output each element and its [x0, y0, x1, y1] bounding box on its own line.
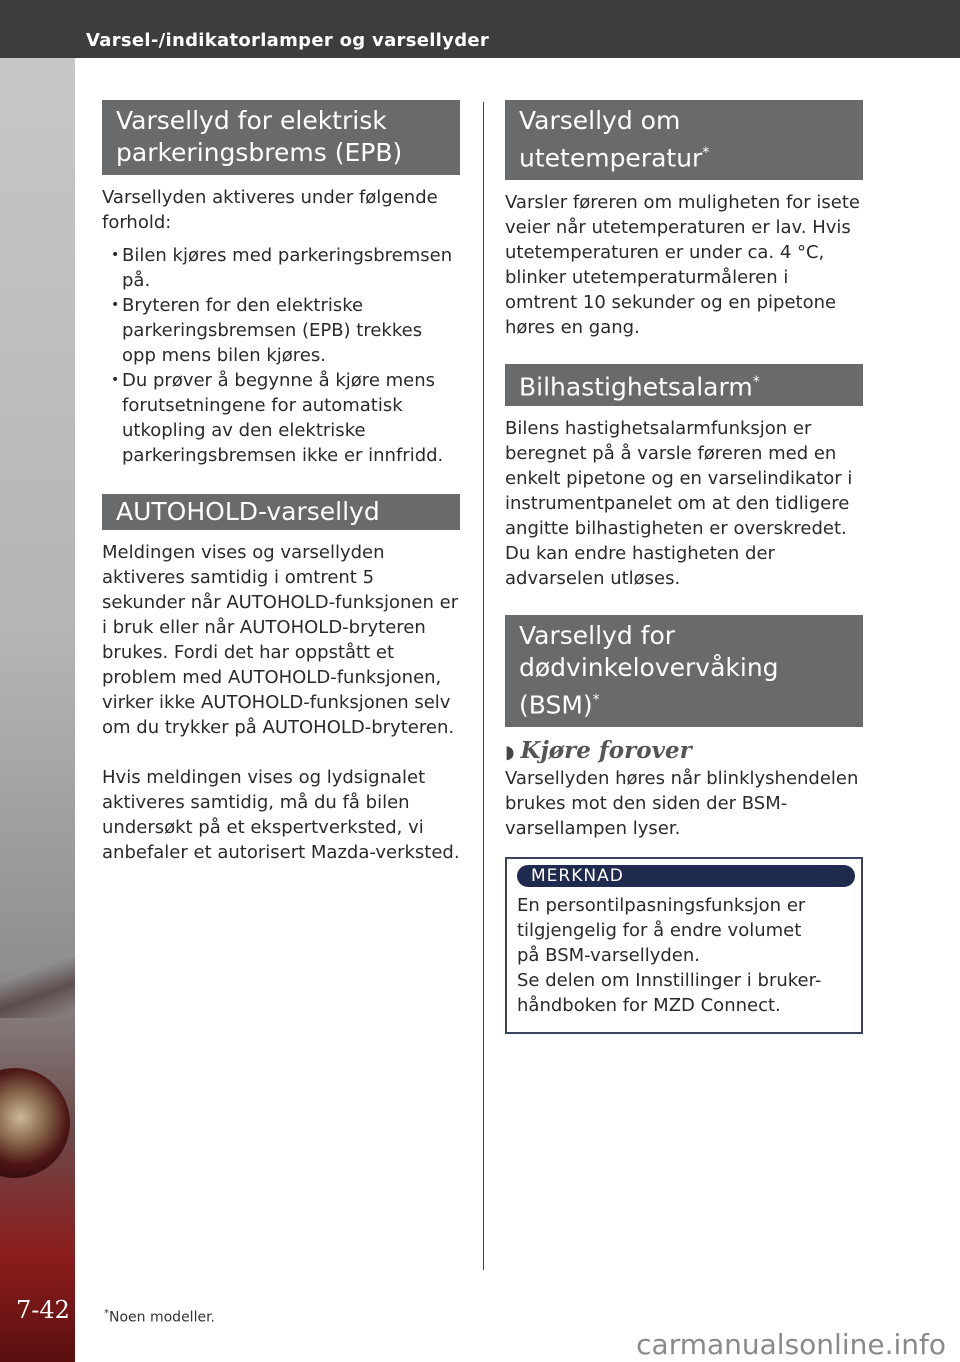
speed-heading — [505, 364, 863, 405]
chevron-right-icon: ◗ — [505, 741, 515, 763]
side-strip — [0, 58, 75, 1362]
temp-heading-text: Varsellyd om utetemperatur — [519, 106, 703, 173]
autohold-heading: AUTOHOLD-varsellyd — [102, 494, 460, 530]
speed-footnote-mark: * — [752, 374, 760, 391]
bsm-heading — [505, 615, 863, 727]
autohold-paragraph-1: Meldingen vises og varsellyden aktiveres samtidig i omtrent 5 sekunder når AUTOHOLD-funksjonen er i bruk eller når AUTOHOLD-bryteren brukes. Fordi det har oppstått et problem med AUTOHOLD-funksjonen, virker ikke AUTOHOLD-funksjonen selv om du trykker på AUTOHOLD-bryteren. — [102, 542, 459, 738]
bsm-paragraph: Varsellyden høres når blinklyshendelen brukes mot den siden der BSM-varsellampen lyser. — [505, 767, 859, 839]
speed-paragraph: Bilens hastighetsalarmfunksjon er beregnet på å varsle føreren med en enkelt pipetone og en varselindikator i instrumentpanelet om at den tidligere angitte bilhastigheten er overskredet. Du kan endre hastigheten der advarselen utløses. — [505, 417, 853, 589]
temp-paragraph: Varsler føreren om muligheten for isete veier når utetemperaturen er lav. Hvis utetemperaturen er under ca. 4 °C, blinker utetemperaturmåleren i omtrent 10 sekunder og en pipetone høres en gang. — [505, 192, 860, 339]
bsm-heading-text: Varsellyd for dødvinkelovervåking (BSM) — [519, 620, 779, 719]
headlight-graphic — [0, 1068, 70, 1178]
right-column — [505, 100, 863, 1034]
bsm-subheading — [505, 737, 863, 764]
footnote — [104, 1308, 215, 1326]
epb-heading: Varsellyd for elektrisk parkeringsbrems (EPB) — [102, 100, 460, 175]
epb-intro: Varsellyden aktiveres under følgende forhold: — [102, 187, 438, 233]
epb-bullet: • Bilen kjøres med parkeringsbremsen på. — [102, 243, 460, 293]
note-line: Se delen om Innstillinger i bruker- — [517, 969, 822, 991]
bsm-subheading-text: Kjøre forover — [520, 736, 692, 764]
top-bar — [0, 0, 960, 58]
speed-heading-text: Bilhastighetsalarm — [519, 372, 753, 402]
footnote-mark: * — [104, 1308, 109, 1319]
footnote-text: Noen modeller. — [109, 1309, 215, 1326]
temp-heading — [505, 100, 863, 180]
epb-bullet-list — [102, 243, 460, 468]
column-divider — [483, 102, 484, 1270]
headlight-shadow-graphic — [0, 958, 75, 1018]
page-number: 7-42 — [16, 1296, 70, 1324]
autohold-paragraph-2: Hvis meldingen vises og lydsignalet aktiveres samtidig, må du få bilen undersøkt på et ekspertverksted, vi anbefaler et autorisert Mazda-verksted. — [102, 767, 460, 863]
epb-bullet: • Bryteren for den elektriske parkeringsbremsen (EPB) trekkes opp mens bilen kjøres. — [102, 293, 460, 368]
watermark: carmanualsonline.info — [636, 1328, 946, 1361]
epb-bullet: • Du prøver å begynne å kjøre mens forutsetningene for automatisk utkopling av den elektriske parkeringsbremsen ikke er innfridd. — [102, 368, 460, 468]
section-title: Varsel-/indikatorlamper og varsellyder — [86, 30, 490, 51]
note-line: En persontilpasningsfunksjon er — [517, 894, 806, 916]
left-column — [102, 100, 460, 865]
note-box — [505, 857, 863, 1034]
note-line: på BSM-varsellyden. — [517, 944, 700, 966]
bsm-footnote-mark: * — [592, 691, 600, 708]
note-label: MERKNAD — [517, 865, 855, 887]
temp-footnote-mark: * — [702, 145, 710, 161]
note-line: håndboken for MZD Connect. — [517, 994, 781, 1016]
note-line: tilgjengelig for å endre volumet — [517, 919, 802, 941]
